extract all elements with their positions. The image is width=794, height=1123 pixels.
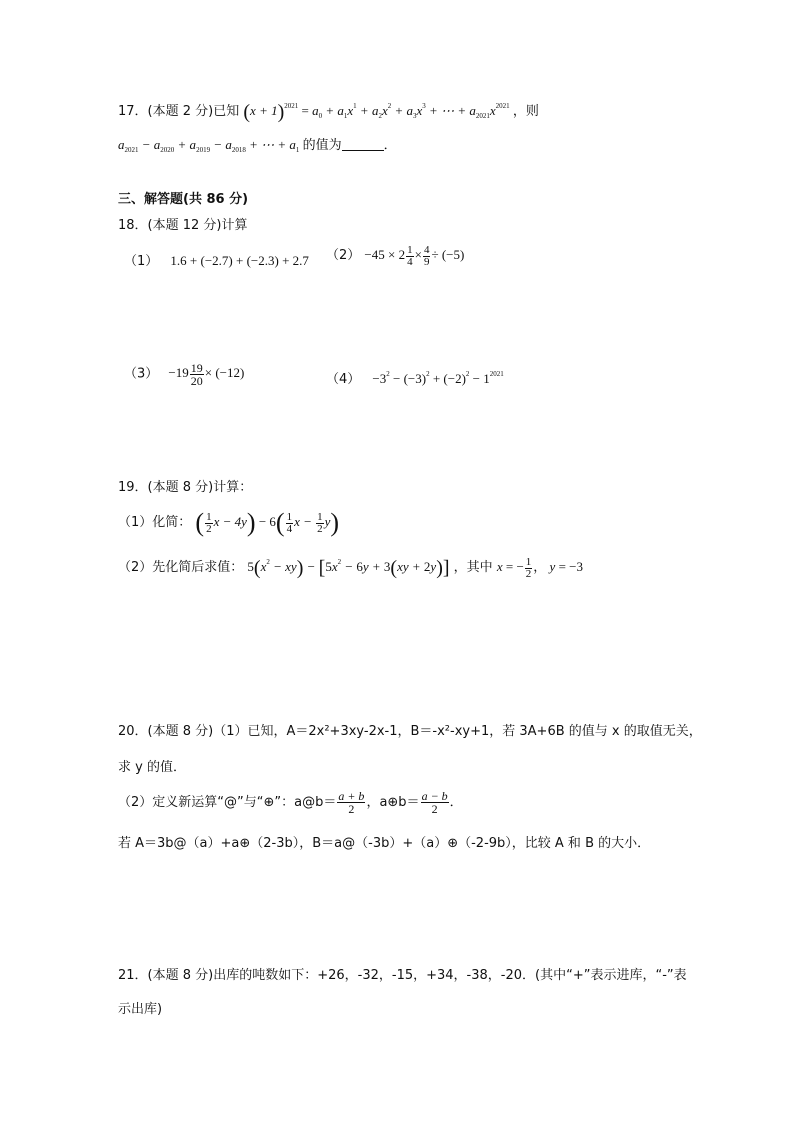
q18-p2-tag: （2）: [326, 248, 361, 263]
q18-p3-expr: −19 $\frac{19}{20}$ × (−12): [168, 361, 245, 388]
q17-period: ．: [383, 138, 397, 153]
q19-condition: x = − $\frac{1}{2}$ ， y = −3: [496, 555, 583, 580]
q18-part3: [124, 362, 244, 387]
q17-suffix: 的值为: [302, 138, 342, 153]
q18-p3-tag: （3）: [124, 366, 159, 382]
q19-cond-prefix: ，其中: [453, 560, 493, 575]
q20-line3: [118, 790, 463, 815]
q18-p1-expr: 1.6 + (−2.7) + (−2.3) + 2.7: [170, 253, 309, 268]
q18-p2-expr: −45 × 2 $\frac{1}{4}$ × $\frac{4}{9}$ ÷ (−5): [364, 243, 465, 268]
q18-part1: [124, 250, 309, 269]
q20-line3-suffix: ．: [449, 795, 463, 810]
q18-p1-tag: （1）: [124, 254, 159, 269]
q20-line3-prefix: （2）定义新运算“@”与“⊕”：a@b＝: [118, 795, 337, 810]
q18-p4-tag: （4）: [326, 372, 361, 387]
q17-equation: $(x + 1)^{2021} = a_0 + a_1x^1 + a_2x^2 + a_3x^3$ + ⋯ + $a_{2021}x^{2021}$: [243, 101, 510, 123]
q17-then: ，则: [512, 104, 539, 119]
q18-p4-expr: $-3^2 - (-3)^2 + (-2)^2 - 1^{2021}$: [372, 370, 504, 386]
q21-line1: 21．(本题 8 分)出库的吨数如下：+26，-32，-15，+34，-38，-20．(其中“+”表示进库，“-”表: [118, 968, 687, 983]
q21-line2: 示出库): [118, 1002, 163, 1017]
q19-p2-expr: $5(x^2 - xy) - [5x^2 - 6y + 3(xy + 2y)]$: [247, 557, 450, 579]
question-19-label: 19．(本题 8 分)计算：: [118, 480, 253, 495]
question-17-line1: [118, 100, 539, 124]
q20-line4: 若 A＝3b@（a）+a⊕（2-3b），B＝a@（-3b）+（a）⊕（-2-9b），比较 A 和 B 的大小．: [118, 836, 651, 851]
q20-frac-diff: $\frac{a - b}{2}$: [421, 789, 448, 816]
section-title: 三、解答题(共 86 分): [118, 192, 249, 207]
q17-expression: $a_{2021} - a_{2020} + a_{2019} - a_{2018}$ + ⋯ + $a_1$: [118, 137, 300, 154]
q19-part2: [118, 556, 583, 580]
q18-part2: [326, 244, 464, 268]
q19-p2-tag: （2）先化简后求值：: [118, 560, 244, 575]
question-17-line2: [118, 134, 397, 154]
q20-frac-sum: $\frac{a + b}{2}$: [338, 789, 365, 816]
q20-line1: 20．(本题 8 分)（1）已知，A＝2x²+3xy-2x-1，B＝-x²-xy+1，若 3A+6B 的值与 x 的取值无关，: [118, 724, 702, 739]
q19-part1: [118, 508, 339, 538]
q20-mid: ，a⊕b＝: [366, 795, 420, 810]
answer-blank: [342, 138, 384, 151]
q19-p1-tag: （1）化简：: [118, 515, 192, 530]
q20-line2: 求 y 的值．: [118, 760, 186, 775]
q19-p1-expr: ( $\frac{1}{2}$ x − 4y) − 6( $\frac{1}{4}$ x − $\frac{1}{2}$ y): [195, 508, 340, 537]
q18-part4: [326, 368, 504, 387]
q17-label: 17．(本题 2 分)已知: [118, 104, 240, 119]
question-18-label: 18．(本题 12 分)计算: [118, 218, 248, 233]
